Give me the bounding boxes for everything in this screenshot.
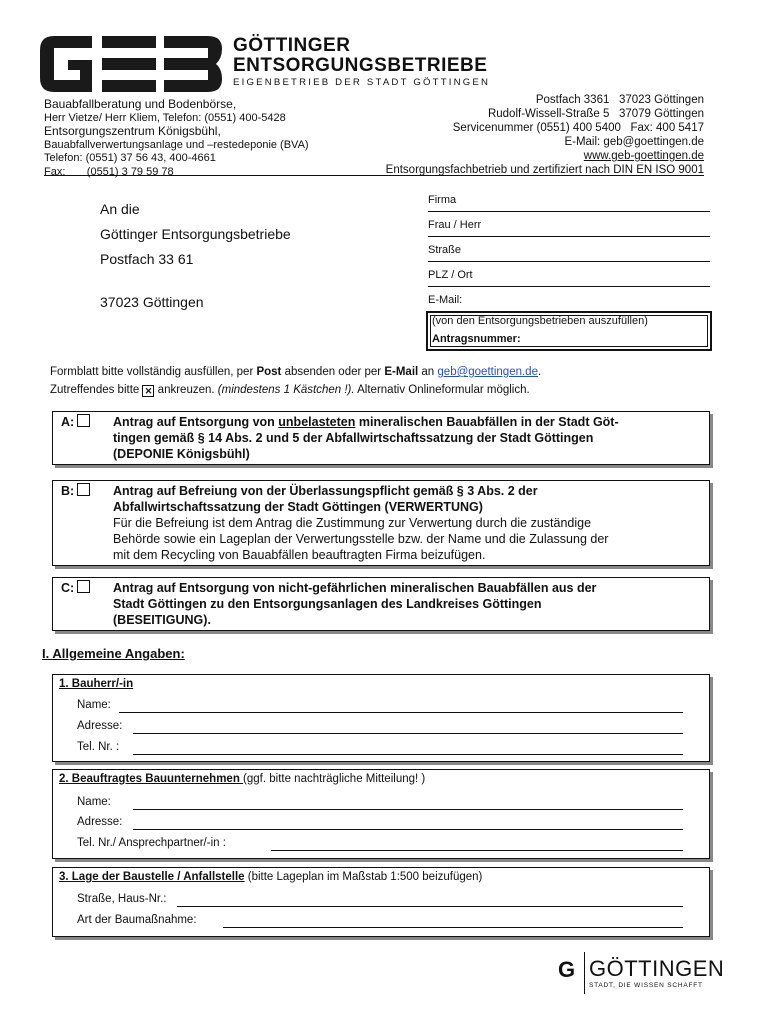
option-b-box — [52, 480, 710, 566]
bauunternehmen-name-label: Name: — [77, 796, 111, 808]
bauunternehmen-name-input[interactable] — [133, 809, 683, 810]
bauunternehmen-tel-label: Tel. Nr./ Ansprechpartner/-in : — [77, 837, 226, 849]
bauunternehmen-tel-input[interactable] — [271, 850, 683, 851]
bauunternehmen-box — [52, 769, 710, 859]
bauherr-tel-input[interactable] — [133, 754, 683, 755]
email-line: E-Mail: geb@goettingen.de — [564, 136, 704, 148]
section-title: I. Allgemeine Angaben: — [42, 646, 185, 661]
bauunternehmen-title: 2. Beauftragtes Bauunternehmen — [59, 773, 244, 785]
bauherr-box — [52, 674, 710, 762]
goettingen-logo-icon: G — [558, 957, 576, 982]
brand-subtitle: EIGENBETRIEB DER STADT GÖTTINGEN — [233, 77, 491, 88]
bauherr-name-input[interactable] — [119, 712, 683, 713]
brand-name-line1: GÖTTINGER — [233, 35, 351, 56]
option-a-checkbox[interactable] — [77, 414, 90, 427]
website-link[interactable]: www.geb-goettingen.de — [583, 150, 704, 162]
instruction-line-2: Zutreffendes bitte ✕ ankreuzen. (mindestens 1 Kästchen !). Alternativ Onlineformular möglich. — [50, 384, 530, 396]
header-right-contact — [386, 93, 704, 177]
contact-line: Telefon: (0551) 37 56 43, 400-4661 — [44, 152, 216, 164]
geb-logo — [40, 36, 222, 92]
option-b-text: Antrag auf Befreiung von der Überlassungspflicht gemäß § 3 Abs. 2 der Abfallwirtschaftssatzung der Stadt Göttingen (VERWERTUNG) Für die Befreiung ist dem Antrag die Zustimmung zur Verwertung durch die zuständige Behörde sowie ein Lageplan der Verwertungsstelle bzw. der Name und die Zulassung der mit dem Recycling von Bauabfällen beauftragten Firma beizufügen. — [113, 484, 609, 562]
option-c-checkbox[interactable] — [77, 580, 90, 593]
bauherr-name-label: Name: — [77, 699, 111, 711]
option-b-label: B: — [61, 484, 75, 498]
option-b-checkbox[interactable] — [77, 483, 90, 496]
bauunternehmen-adresse-label: Adresse: — [77, 816, 123, 828]
frau-herr-field[interactable]: Frau / Herr — [428, 219, 710, 237]
contact-line: Entsorgungszentrum Königsbühl, — [44, 124, 221, 138]
option-a-box — [52, 411, 710, 465]
service-line: Servicenummer (0551) 400 5400 Fax: 400 5417 — [452, 122, 704, 134]
option-a-text: Antrag auf Entsorgung von unbelasteten mineralischen Bauabfällen in der Stadt Göt- tingen gemäß § 14 Abs. 2 und 5 der Abfallwirtschaftssatzung der Stadt Göttingen (DEPONIE Königsbühl) — [113, 415, 619, 461]
bauherr-adresse-input[interactable] — [133, 733, 683, 734]
address-line: Rudolf-Wissell-Straße 5 37079 Göttingen — [487, 108, 704, 120]
recipient-line: Göttinger Entsorgungsbetriebe — [100, 226, 291, 242]
brand-name-line2: ENTSORGUNGSBETRIEBE — [233, 55, 488, 76]
option-c-label: C: — [61, 581, 75, 595]
recipient-line: An die — [100, 201, 140, 217]
recipient-line: Postfach 33 61 — [100, 251, 194, 267]
office-use-note: (von den Entsorgungsbetrieben auszufüllen) — [432, 315, 648, 327]
option-a-label: A: — [61, 415, 75, 429]
footer-city-name: GÖTTINGEN — [589, 956, 725, 981]
office-use-box — [426, 311, 712, 351]
contact-line: Herr Vietze/ Herr Kliem, Telefon: (0551) 400-5428 — [44, 111, 286, 124]
header-divider — [44, 175, 704, 176]
plz-ort-field[interactable]: PLZ / Ort — [428, 269, 710, 287]
baustelle-art-input[interactable] — [223, 927, 683, 928]
option-c-text: Antrag auf Entsorgung von nicht-gefährlichen mineralischen Bauabfällen aus der Stadt Göttingen zu den Entsorgungsanlagen des Landkreises Göttingen (BESEITIGUNG). — [113, 581, 597, 627]
baustelle-title: 3. Lage der Baustelle / Anfallstelle — [59, 871, 245, 883]
contact-line: Bauabfallverwertungsanlage und –restedeponie (BVA) — [44, 138, 309, 151]
bauherr-tel-label: Tel. Nr. : — [77, 741, 120, 753]
contact-line: Bauabfallberatung und Bodenbörse, — [44, 97, 237, 111]
antragsnummer-label: Antragsnummer: — [432, 333, 521, 345]
bauunternehmen-adresse-input[interactable] — [133, 829, 683, 830]
baustelle-strasse-input[interactable] — [177, 906, 683, 907]
baustelle-note: (bitte Lageplan im Maßstab 1:500 beizufügen) — [244, 871, 483, 883]
baustelle-art-label: Art der Baumaßnahme: — [77, 914, 197, 926]
instruction-line-1: Formblatt bitte vollständig ausfüllen, per Post absenden oder per E-Mail an geb@goettingen.de. — [50, 366, 542, 378]
x-checkbox-icon: ✕ — [142, 385, 154, 397]
baustelle-box — [52, 867, 710, 937]
strasse-field[interactable]: Straße — [428, 244, 710, 262]
header-left-contact — [44, 98, 309, 179]
recipient-line: 37023 Göttingen — [100, 294, 204, 310]
certification-line: Entsorgungsfachbetrieb und zertifiziert nach DIN EN ISO 9001 — [385, 164, 704, 176]
baustelle-strasse-label: Straße, Haus-Nr.: — [77, 893, 167, 905]
bauherr-title: 1. Bauherr/-in — [59, 678, 134, 690]
option-c-box — [52, 577, 710, 631]
email-field[interactable]: E-Mail: — [428, 294, 463, 306]
email-link[interactable]: geb@goettingen.de — [437, 366, 538, 378]
footer-slogan: STADT, DIE WISSEN SCHAFFT — [589, 982, 703, 989]
bauherr-adresse-label: Adresse: — [77, 720, 123, 732]
contact-line: Fax: (0551) 3 79 59 78 — [44, 165, 174, 178]
postfach-line: Postfach 3361 37023 Göttingen — [535, 94, 704, 106]
bauunternehmen-note: (ggf. bitte nachträgliche Mitteilung! ) — [243, 773, 426, 785]
footer-logo-divider — [584, 952, 585, 994]
firma-field[interactable]: Firma — [428, 194, 710, 212]
